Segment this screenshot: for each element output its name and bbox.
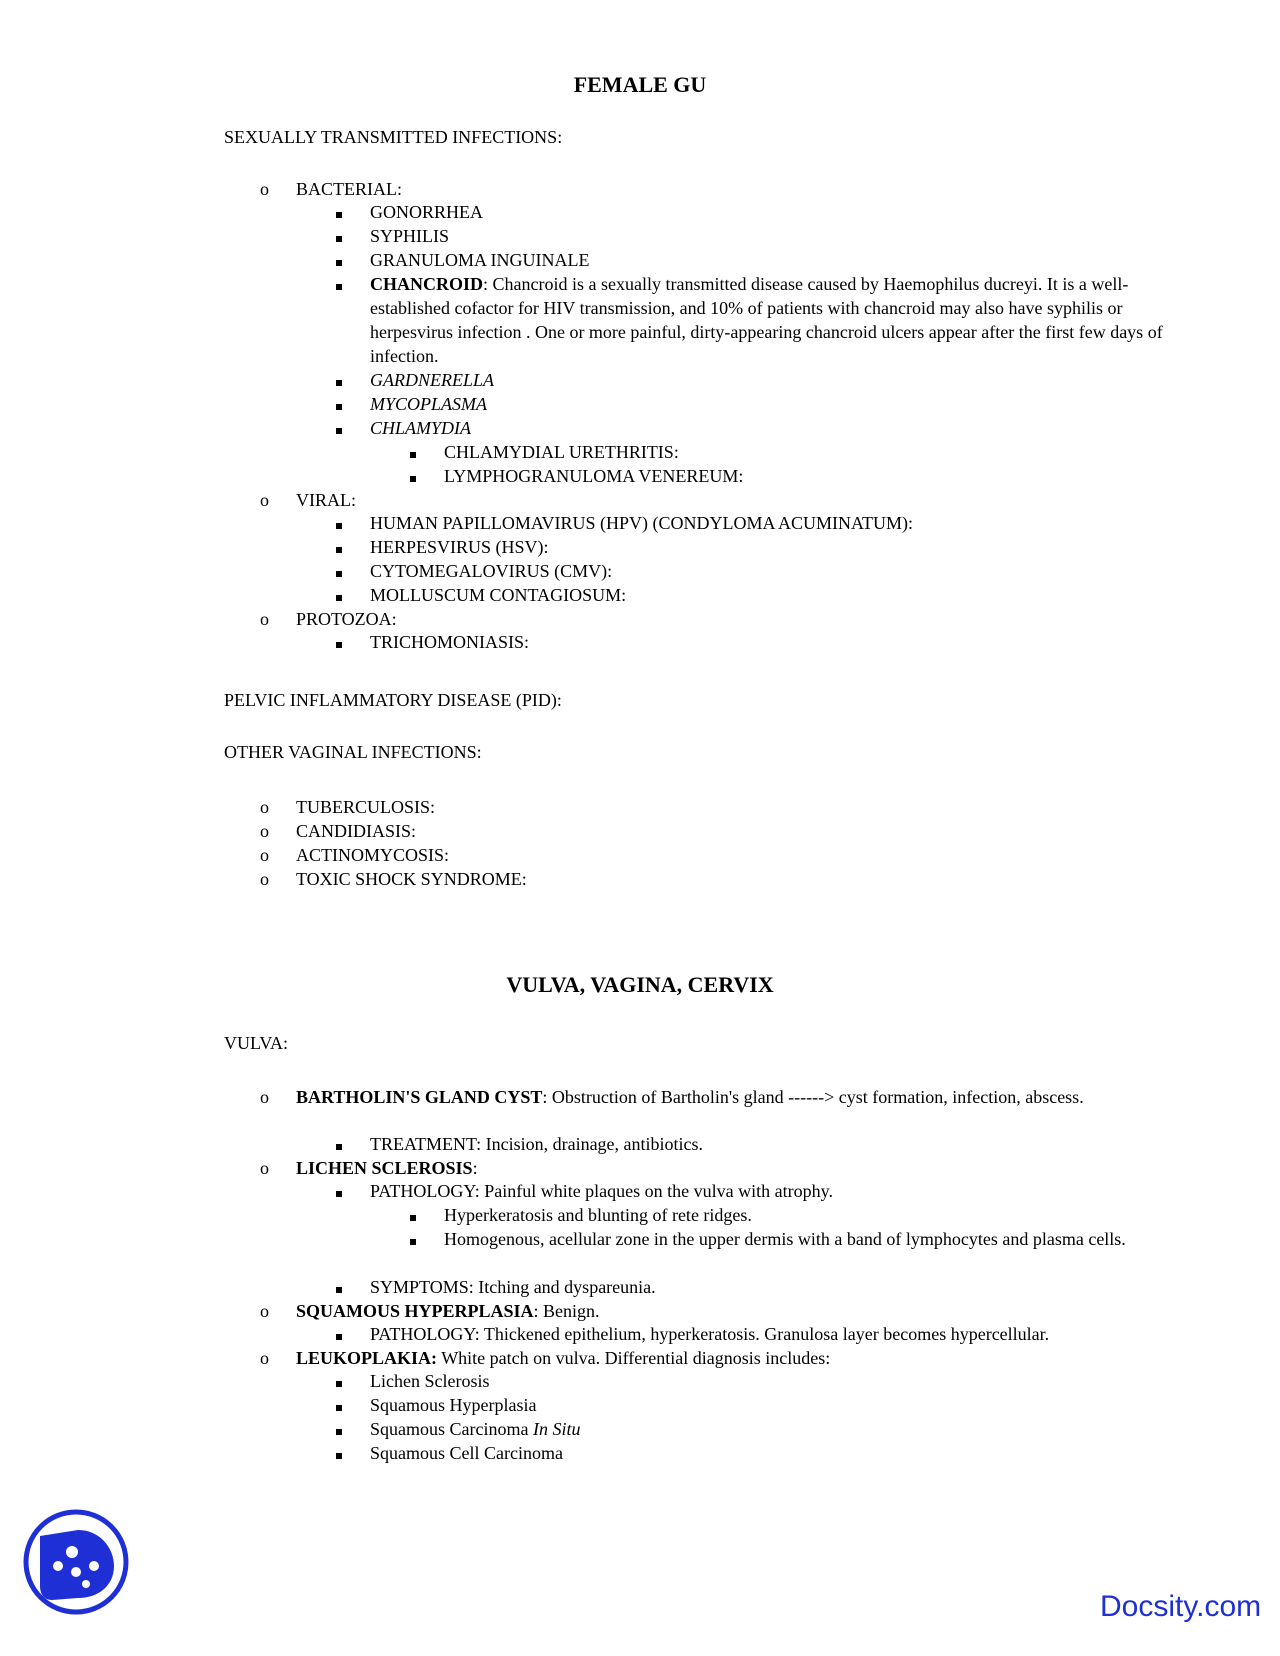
list-item: Homogenous, acellular zone in the upper dermis with a band of lymphocytes and plasma cells. [444,1229,1126,1249]
squamous-paragraph [296,1299,600,1323]
square-bullet [336,1405,342,1411]
list-item: SYPHILIS [370,226,450,246]
circle-bullet: o [260,1348,269,1368]
list-item: Squamous Cell Carcinoma [370,1443,563,1463]
square-bullet [336,212,342,218]
square-bullet [336,236,342,242]
square-bullet [336,380,342,386]
square-bullet [336,642,342,648]
carcinoma-prefix: Squamous Carcinoma [370,1419,533,1439]
list-item: CYTOMEGALOVIRUS (CMV): [370,561,613,581]
docsity-watermark[interactable]: Docsity.com [1100,1590,1262,1623]
section-title: VULVA, VAGINA, CERVIX [506,972,774,997]
sti-header: SEXUALLY TRANSMITTED INFECTIONS: [224,127,563,147]
vulva-header: VULVA: [224,1033,289,1053]
square-bullet [336,1453,342,1459]
chancroid-term: CHANCROID [370,274,484,294]
list-item: PATHOLOGY: Thickened epithelium, hyperkeratosis. Granulosa layer becomes hypercellular. [370,1324,1050,1344]
square-bullet [336,1334,342,1340]
list-item [370,1417,580,1441]
chancroid-paragraph [370,272,1170,368]
bartholin-term: BARTHOLIN'S GLAND CYST [296,1087,543,1107]
circle-bullet: o [260,821,269,841]
list-item: HUMAN PAPILLOMAVIRUS (HPV) (CONDYLOMA ACUMINATUM): [370,513,914,533]
square-bullet [336,428,342,434]
page-title: FEMALE GU [573,72,707,97]
list-item: GRANULOMA INGUINALE [370,250,590,270]
list-item: GARDNERELLA [370,370,494,390]
square-bullet [410,452,416,458]
square-bullet [336,284,342,290]
list-item: TOXIC SHOCK SYNDROME: [296,869,527,889]
square-bullet [336,571,342,577]
square-bullet [336,1429,342,1435]
circle-bullet: o [260,179,269,199]
list-item: CHLAMYDIAL URETHRITIS: [444,442,679,462]
square-bullet [336,523,342,529]
circle-bullet: o [260,1087,269,1107]
lichen-text: : [472,1158,478,1178]
docsity-logo-icon[interactable] [22,1508,130,1616]
list-item: CANDIDIASIS: [296,821,417,841]
list-item: ACTINOMYCOSIS: [296,845,450,865]
square-bullet [336,1381,342,1387]
list-item: CHLAMYDIA [370,418,472,438]
leukoplakia-text: White patch on vulva. Differential diagnosis includes: [437,1348,831,1368]
other-infections-header: OTHER VAGINAL INFECTIONS: [224,742,482,762]
square-bullet [336,1287,342,1293]
chancroid-text: : Chancroid is a sexually transmitted disease caused by Haemophilus ducreyi. It is a well-established cofactor for HIV transmission, and 10% of patients with chancroid may also have syphilis or herpesvirus infection . One or more painful, dirty-appearing chancroid ulcers appear after the first few days of infection. [370,274,1163,366]
square-bullet [336,260,342,266]
circle-bullet: o [260,1301,269,1321]
list-item: LYMPHOGRANULOMA VENEREUM: [444,466,744,486]
list-item: MOLLUSCUM CONTAGIOSUM: [370,585,627,605]
squamous-term: SQUAMOUS HYPERPLASIA [296,1301,534,1321]
square-bullet [336,404,342,410]
circle-bullet: o [260,797,269,817]
square-bullet [336,595,342,601]
list-item: TREATMENT: Incision, drainage, antibiotics. [370,1134,704,1154]
protozoa-label: PROTOZOA: [296,609,397,629]
circle-bullet: o [260,869,269,889]
pid-header: PELVIC INFLAMMATORY DISEASE (PID): [224,690,562,710]
lichen-paragraph [296,1156,478,1180]
square-bullet [336,1191,342,1197]
square-bullet [410,476,416,482]
leukoplakia-paragraph [296,1346,830,1370]
list-item: Hyperkeratosis and blunting of rete ridges. [444,1205,752,1225]
list-item: SYMPTOMS: Itching and dyspareunia. [370,1277,656,1297]
squamous-text: : Benign. [533,1301,600,1321]
bartholin-text: : Obstruction of Bartholin's gland ------> cyst formation, infection, abscess. [542,1087,1084,1107]
square-bullet [410,1239,416,1245]
list-item: MYCOPLASMA [370,394,487,414]
list-item: PATHOLOGY: Painful white plaques on the vulva with atrophy. [370,1181,833,1201]
circle-bullet: o [260,845,269,865]
lichen-term: LICHEN SCLEROSIS [296,1158,473,1178]
bacterial-label: BACTERIAL: [296,179,402,199]
list-item: TRICHOMONIASIS: [370,632,530,652]
square-bullet [336,1144,342,1150]
square-bullet [410,1215,416,1221]
list-item: GONORRHEA [370,202,484,222]
leukoplakia-term: LEUKOPLAKIA: [296,1348,438,1368]
circle-bullet: o [260,490,269,510]
list-item: Squamous Hyperplasia [370,1395,537,1415]
in-situ-italic: In Situ [532,1419,581,1439]
viral-label: VIRAL: [296,490,356,510]
square-bullet [336,547,342,553]
list-item: HERPESVIRUS (HSV): [370,537,549,557]
bartholin-paragraph [296,1085,1146,1109]
list-item: TUBERCULOSIS: [296,797,436,817]
circle-bullet: o [260,1158,269,1178]
circle-bullet: o [260,609,269,629]
list-item: Lichen Sclerosis [370,1371,490,1391]
